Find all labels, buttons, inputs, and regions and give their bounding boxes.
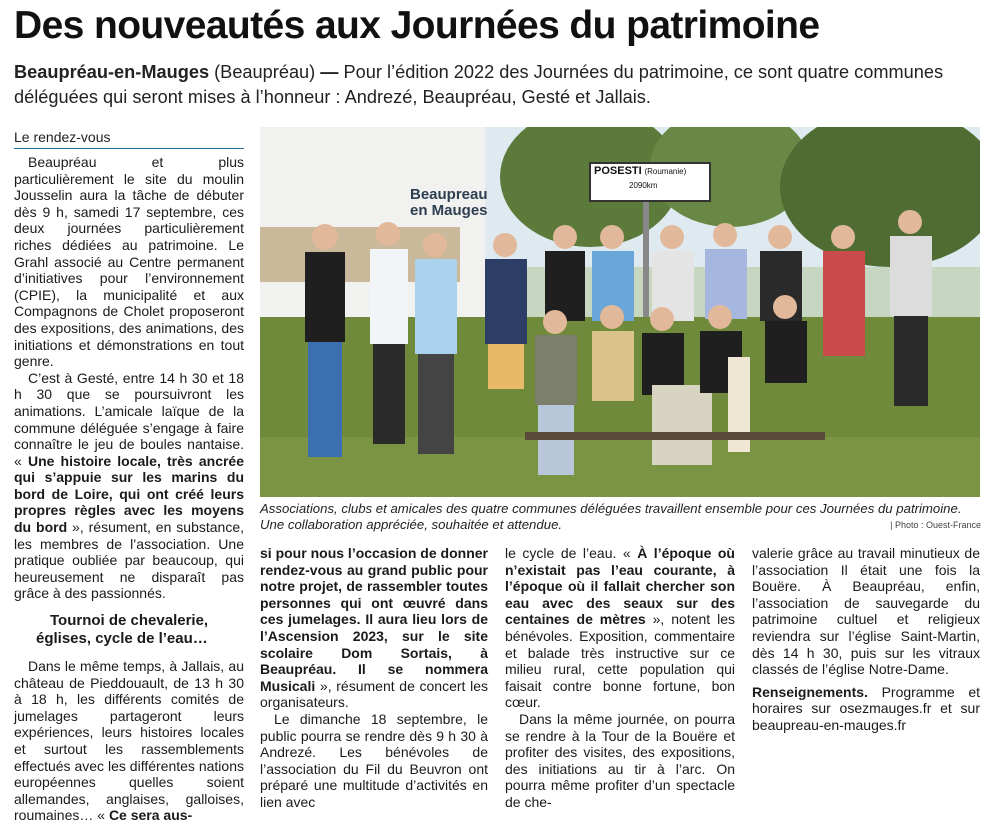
- col2-paragraph-2: Le dimanche 18 septembre, le public pourra se rendre dès 9 h 30 à Andrezé. Les bénévoles de l’association du Fil du Beuvron ont préparé une multitude d’activités en lien avec: [260, 710, 488, 810]
- lead-text: Pour l’édition 2022 des Journées du patrimoine, ce sont quatre communes déléguées qui seront mises à l’honneur : Andrezé, Beaupréau, Gesté et Jallais.: [14, 62, 944, 107]
- col3-quote: À l’époque où n’existait pas l’eau courante, à l’époque où il fallait chercher son eau avec des seaux sur des centaines de mètres: [505, 545, 735, 628]
- photo-logo-line2: en Mauges: [410, 202, 488, 219]
- photo-logo: [410, 187, 488, 219]
- col1-p3-text: Dans le même temps, à Jallais, au château de Pieddouault, de 13 h 30 à 18 h, les différents comités de jumelages partageront leurs expériences, leurs histoires locales et surtout les rassemblements effectués avec les différentes nations européennes quelles soient allemandes, anglaises, galloises, roumaines… «: [14, 658, 244, 824]
- article-headline: Des nouveautés aux Journées du patrimoine: [14, 4, 820, 47]
- photo-logo-line1: Beaupreau: [410, 186, 488, 203]
- col1-quote: Une histoire locale, très ancrée qui s’appuie sur les marins du bord de Loire, qui ont créé leurs propres règles avec les moyens du bord: [14, 452, 244, 536]
- col1-p2-text: C’est à Gesté, entre 14 h 30 et 18 h 30 que se poursuivront les animations. L’amicale laïque de la commune déléguée s’engage à faire connaître le jeu de boules nantaise. «: [14, 369, 244, 469]
- info-label: Renseignements.: [752, 683, 868, 700]
- sign-city: POSESTI: [594, 165, 642, 177]
- sign-country: (Roumanie): [644, 167, 687, 176]
- col1-p2-end: », résument, en substance, les membres de l’association. Une pratique oubliée par beaucoup, qui heureusement ne disparaît pas grâce à des passionnés.: [14, 519, 244, 602]
- photo-caption: Associations, clubs et amicales des quatre communes déléguées travaillent ensemble pour ces Journées du patrimoine. Une collaboration appréciée, souhaitée et attendue.: [260, 501, 962, 532]
- photo-credit: | Photo : Ouest-France: [890, 520, 981, 530]
- col4-paragraph-1: valerie grâce au travail minutieux de l’association Il était une fois la Bouëre. À Beaupréau, enfin, l’association de sauvegarde du patrimoine cultuel et religieux reviendra sur l’église Saint-Martin, dès 14 h 30, puis sur les vitraux classés de l’église Notre-Dame.: [752, 545, 980, 678]
- lead-place: Beaupréau-en-Mauges: [14, 62, 210, 82]
- col3-p1-text: le cycle de l’eau. «: [505, 545, 631, 561]
- col2-p1-end: », résument de concert les organisateurs.: [260, 677, 488, 711]
- col3-paragraph-1: [505, 545, 735, 711]
- col2-paragraph-1: [260, 545, 488, 711]
- column-1: [14, 154, 244, 824]
- column-2: [260, 545, 488, 811]
- sign-distance: 2090km: [629, 181, 658, 190]
- article-lead: [14, 60, 979, 110]
- col3-p1-end: », notent les bénévoles. Exposition, commentaire et balade très instructive sur ce milieu rural, cette population qui faisait contre bonne fortune, bon cœur.: [505, 611, 735, 711]
- section-rubric: Le rendez-vous: [14, 129, 244, 149]
- photo-sign: [594, 165, 706, 190]
- col1-paragraph-3: [14, 658, 244, 824]
- col1-quote-2: Ce sera aus-: [108, 807, 193, 824]
- col2-quote: si pour nous l’occasion de donner rendez-vous au grand public pour notre projet, de rassembler toutes personnes qui ont œuvré dans ces jumelages. Il aura lieu lors de l’Ascension 2023, sur le site scolaire Dom Sortais, à Beaupréau. Il se nommera Musicali: [260, 545, 488, 694]
- info-text: Programme et horaires sur osezmauges.fr et sur beaupreau-en-mauges.fr: [752, 683, 980, 733]
- lead-dash: —: [315, 62, 344, 82]
- column-3: [505, 545, 735, 811]
- subheading: Tournoi de chevalerie, églises, cycle de l’eau…: [36, 612, 209, 648]
- col1-paragraph-1: Beaupréau et plus particulièrement le site du moulin Jousselin aura la tâche de débuter dès 9 h, samedi 17 septembre, ces deux journées particulièrement riches dédiées au patrimoine. Le Grahl associé au Centre permanent d’initiatives pour l’environnement (CPIE), la municipalité et aux Compagnons de Cholet proposeront des expositions, des animations, des initiations et démonstrations en tout genre.: [14, 154, 244, 370]
- col1-paragraph-2: [14, 370, 244, 602]
- article-photo: [260, 127, 980, 497]
- column-4: [752, 545, 980, 734]
- col4-paragraph-2: [752, 684, 980, 734]
- lead-place-sub: (Beaupréau): [214, 62, 316, 82]
- col3-paragraph-2: Dans la même journée, on pourra se rendre à la Tour de la Bouëre et profiter des visites, des expositions, des initiations au tir à l’arc. On pourra même profiter d’un spectacle de che-: [505, 710, 735, 810]
